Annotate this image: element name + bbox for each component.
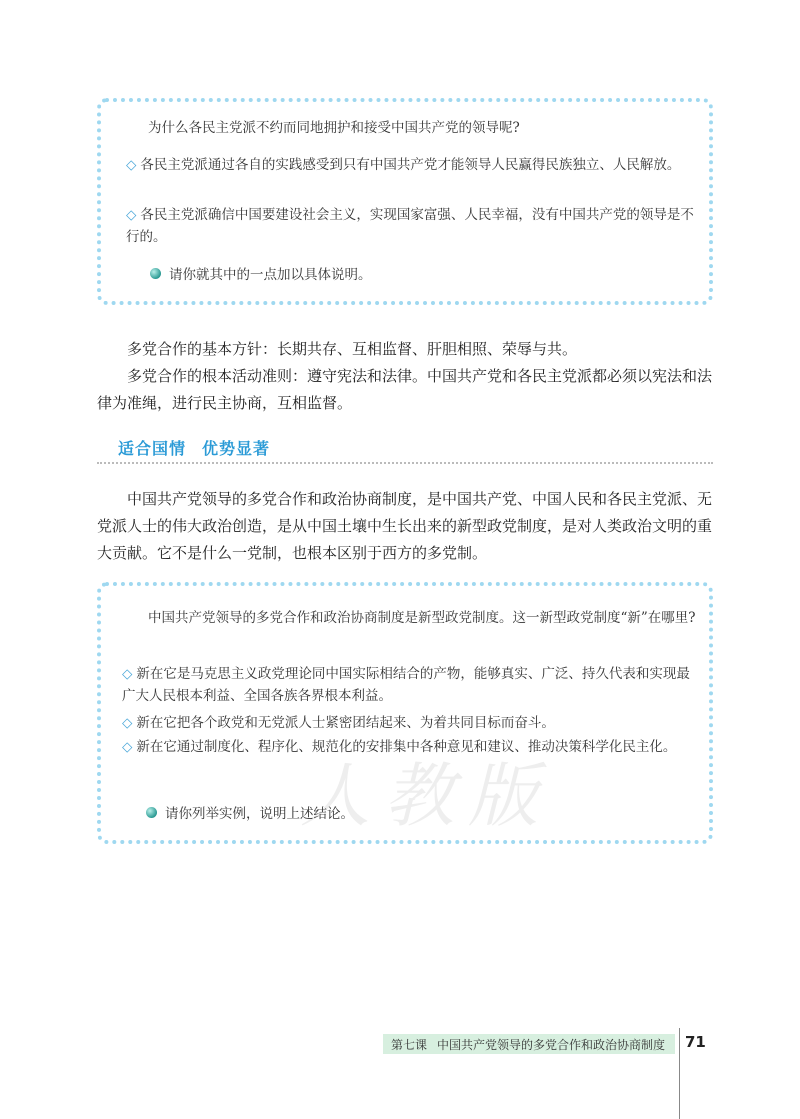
box2-prompt: 请你列举实例，说明上述结论。	[146, 802, 354, 822]
box1-question: 为什么各民主党派不约而同地拥护和接受中国共产党的领导呢?	[148, 120, 520, 136]
ball-icon	[150, 268, 161, 279]
box2-item-2: ◇ 新在它把各个政党和无党派人士紧密团结起来、为着共同目标而奋斗。	[122, 715, 555, 731]
diamond-icon: ◇	[126, 207, 137, 223]
footer-divider	[679, 1028, 680, 1119]
diamond-icon: ◇	[122, 715, 133, 731]
ball-icon	[146, 807, 157, 818]
section-title: 适合国情 优势显著	[118, 439, 271, 458]
section-divider	[97, 462, 713, 464]
box2-item-1: ◇ 新在它是马克思主义政党理论同中国实际相结合的产物，能够真实、广泛、持久代表和实现最广大人民根本利益、全国各族各界根本利益。	[122, 666, 690, 704]
footer-title: 中国共产党领导的多党合作和政治协商制度	[437, 1037, 666, 1052]
diamond-icon: ◇	[122, 739, 133, 755]
footer-bar	[383, 1034, 675, 1054]
paragraph-policy: 多党合作的基本方针：长期共存、互相监督、肝胆相照、荣辱与共。	[127, 340, 578, 358]
box1-item-1: ◇ 各民主党派通过各自的实践感受到只有中国共产党才能领导人民赢得民族独立、人民解放。	[126, 157, 681, 173]
box1-item-2: ◇ 各民主党派确信中国要建设社会主义，实现国家富强、人民幸福，没有中国共产党的领导是不行的。	[126, 207, 694, 245]
diamond-icon: ◇	[122, 666, 133, 682]
box1-prompt: 请你就其中的一点加以具体说明。	[150, 263, 372, 283]
watermark: 人教版	[300, 755, 552, 837]
box2-question: 中国共产党领导的多党合作和政治协商制度是新型政党制度。这一新型政党制度“新”在哪里?	[148, 610, 696, 626]
page-number: 71	[685, 1033, 706, 1051]
paragraph-principle: 多党合作的根本活动准则：遵守宪法和法律。中国共产党和各民主党派都必须以宪法和法律为准绳，进行民主协商，互相监督。	[97, 367, 713, 412]
paragraph-system: 中国共产党领导的多党合作和政治协商制度，是中国共产党、中国人民和各民主党派、无党派人士的伟大政治创造，是从中国土壤中生长出来的新型政党制度，是对人类政治文明的重大贡献。它不是什么一党制，也根本区别于西方的多党制。	[97, 490, 713, 562]
box2-item-3: ◇ 新在它通过制度化、程序化、规范化的安排集中各种意见和建议、推动决策科学化民主化。	[122, 739, 677, 755]
diamond-icon: ◇	[126, 157, 137, 173]
footer-lesson: 第七课	[391, 1037, 428, 1052]
